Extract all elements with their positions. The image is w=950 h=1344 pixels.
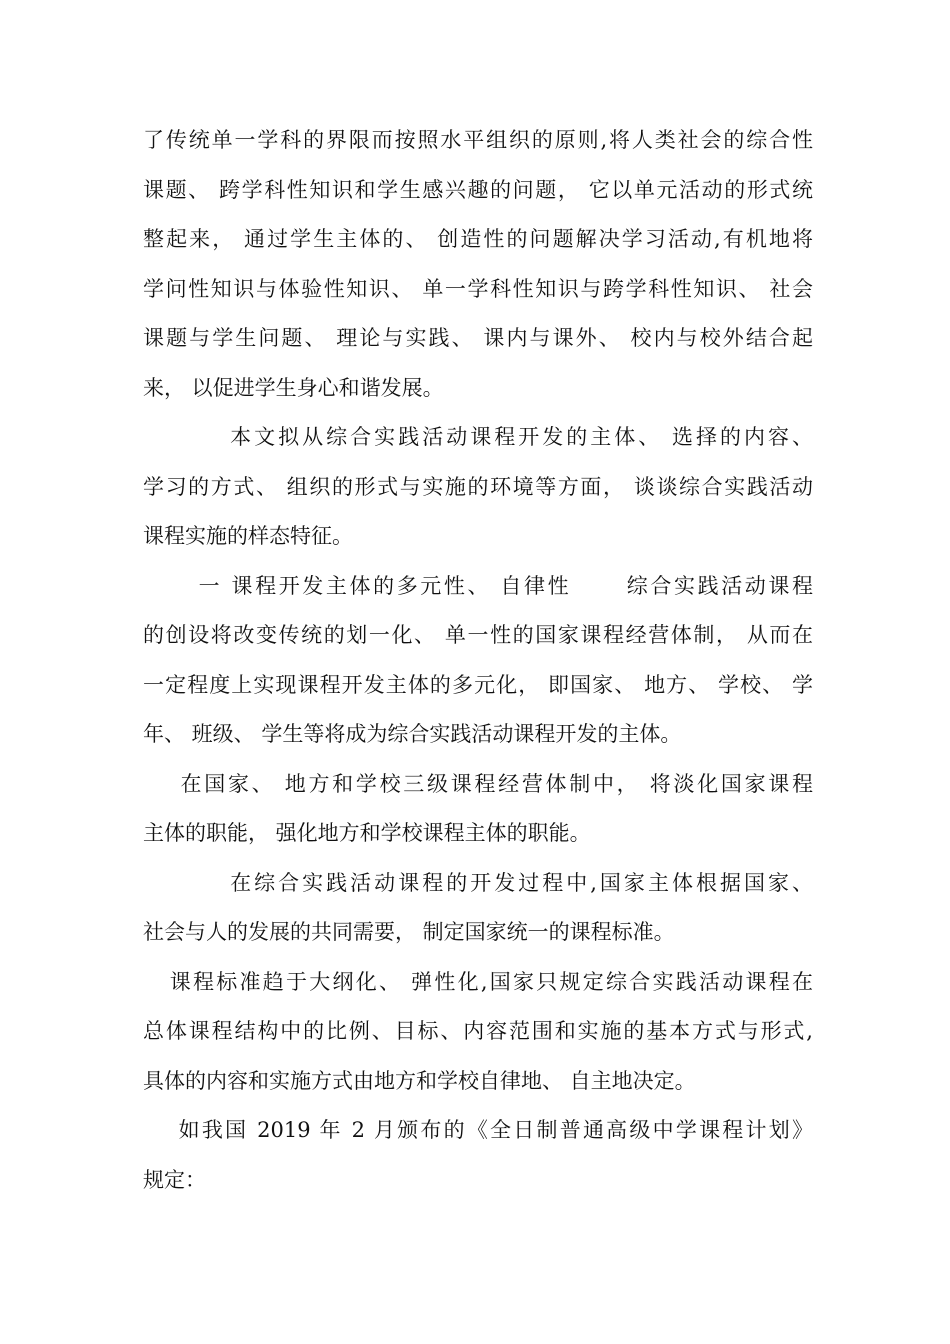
text-line: 整起来， 通过学生主体的、 创造性的问题解决学习活动,有机地将 [143,227,813,251]
text-line: 总体课程结构中的比例、目标、内容范围和实施的基本方式与形式, [143,1019,813,1043]
text-line: 学习的方式、 组织的形式与实施的环境等方面， 谈谈综合实践活动 [143,474,813,499]
text-line: 本文拟从综合实践活动课程开发的主体、 选择的内容、 [143,425,813,449]
text-line: 课题与学生问题、 理论与实践、 课内与课外、 校内与校外结合起 [143,326,813,350]
text-line: 了传统单一学科的界限而按照水平组织的原则,将人类社会的综合性 [143,128,813,152]
text-line: 在国家、 地方和学校三级课程经营体制中， 将淡化国家课程 [143,771,813,796]
text-line: 规定： [143,1167,206,1192]
text-line: 具体的内容和实施方式由地方和学校自律地、 自主地决定。 [143,1068,696,1093]
text-line: 年、 班级、 学生等将成为综合实践活动课程开发的主体。 [143,722,682,746]
text-line: 在综合实践活动课程的开发过程中,国家主体根据国家、 [143,870,813,895]
text-line: 社会与人的发展的共同需要， 制定国家统一的课程标准。 [143,920,675,944]
text-line: 一 课程开发主体的多元性、 自律性 综合实践活动课程 [143,573,813,598]
body-text [143,116,813,1205]
text-line: 学问性知识与体验性知识、 单一学科性知识与跨学科性知识、 社会 [143,276,813,301]
text-line: 课程标准趋于大纲化、 弹性化,国家只规定综合实践活动课程在 [143,969,813,994]
text-line: 主体的职能， 强化地方和学校课程主体的职能。 [143,821,591,845]
text-line: 来， 以促进学生身心和谐发展。 [143,375,444,400]
text-line: 课程实施的样态特征。 [143,524,353,548]
text-line: 一定程度上实现课程开发主体的多元化， 即国家、 地方、 学校、 学 [143,672,813,697]
text-line: 课题、 跨学科性知识和学生感兴趣的问题， 它以单元活动的形式统 [143,177,813,202]
text-line: 如我国 2019 年 2 月颁布的《全日制普通高级中学课程计划》 [143,1118,813,1142]
text-line: 的创设将改变传统的划一化、 单一性的国家课程经营体制， 从而在 [143,623,813,647]
